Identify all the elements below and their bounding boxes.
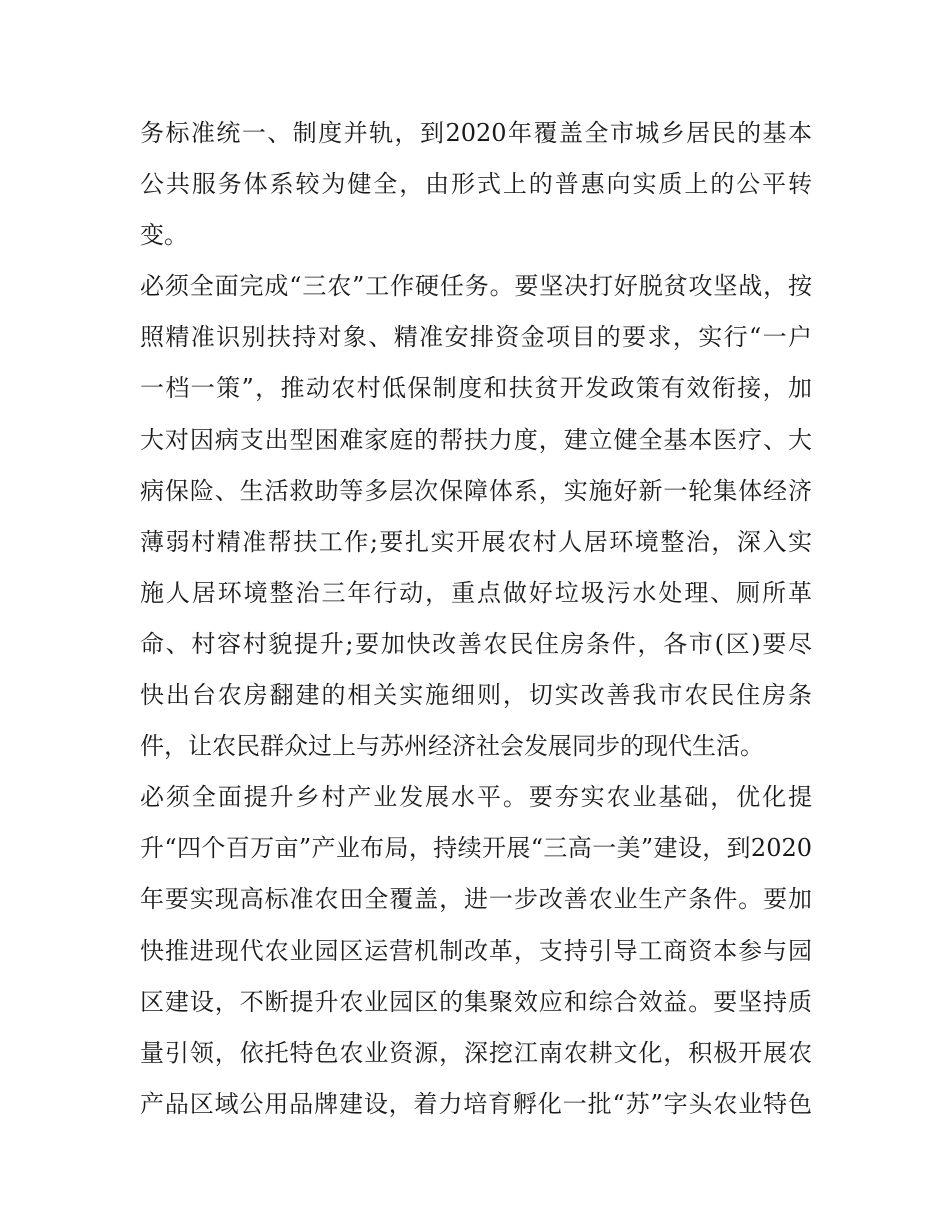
text-line: 命、村容村貌提升;要加快改善农民住房条件，各市(区)要尽 <box>140 629 812 658</box>
document-page <box>140 108 812 1130</box>
text-line: 年要实现高标准农田全覆盖，进一步改善农业生产条件。要加 <box>140 885 812 914</box>
text-line: 快出台农房翻建的相关实施细则，切实改善我市农民住房条 <box>140 681 812 710</box>
text-line: 变。 <box>140 221 188 250</box>
text-line: 升“四个百万亩”产业布局，持续开展“三高一美”建设，到2020 <box>140 834 812 863</box>
text-line: 产品区域公用品牌建设，着力培育孵化一批“苏”字头农业特色 <box>140 1089 812 1118</box>
text-line: 区建设，不断提升农业园区的集聚效应和综合效益。要坚持质 <box>140 987 812 1016</box>
text-line: 量引领，依托特色农业资源，深挖江南农耕文化，积极开展农 <box>140 1038 812 1067</box>
text-line: 公共服务体系较为健全，由形式上的普惠向实质上的公平转 <box>140 170 812 199</box>
text-line: 病保险、生活救助等多层次保障体系，实施好新一轮集体经济 <box>140 476 812 505</box>
text-line: 件，让农民群众过上与苏州经济社会发展同步的现代生活。 <box>140 732 764 761</box>
text-line: 薄弱村精准帮扶工作;要扎实开展农村人居环境整治，深入实 <box>140 527 812 556</box>
text-line: 一档一策”，推动农村低保制度和扶贫开发政策有效衔接，加 <box>140 374 812 403</box>
text-line: 必须全面完成“三农”工作硬任务。要坚决打好脱贫攻坚战，按 <box>140 272 812 301</box>
text-line: 大对因病支出型困难家庭的帮扶力度，建立健全基本医疗、大 <box>140 425 812 454</box>
text-line: 必须全面提升乡村产业发展水平。要夯实农业基础，优化提 <box>140 783 812 812</box>
text-line: 务标准统一、制度并轨，到2020年覆盖全市城乡居民的基本 <box>140 119 812 147</box>
text-line: 施人居环境整治三年行动，重点做好垃圾污水处理、厕所革 <box>140 578 812 607</box>
text-line: 快推进现代农业园区运营机制改革，支持引导工商资本参与园 <box>140 936 812 965</box>
text-line: 照精准识别扶持对象、精准安排资金项目的要求，实行“一户 <box>140 323 812 352</box>
